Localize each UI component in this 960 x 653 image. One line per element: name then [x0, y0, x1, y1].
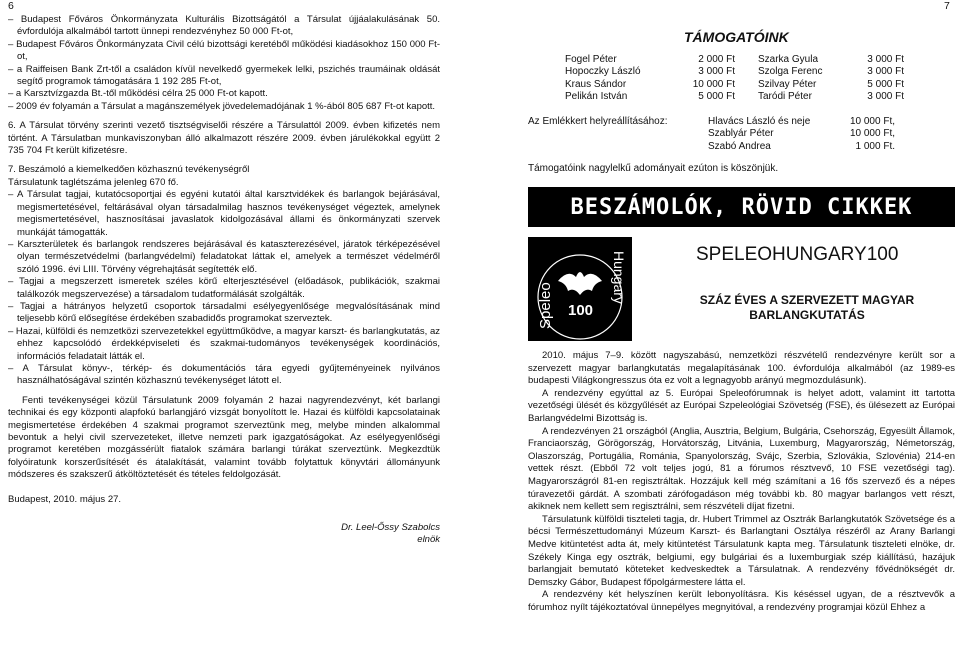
supporter-name: Szolga Ferenc — [758, 66, 823, 78]
donor-amount: 1 000 Ft. — [855, 140, 895, 152]
page-number: 7 — [944, 0, 950, 12]
supporter-name: Pelikán István — [565, 90, 628, 102]
supporters-table — [565, 54, 904, 103]
emlekkert-label: Az Emlékkert helyreállításához: — [528, 116, 668, 127]
signature — [8, 522, 440, 545]
table-row — [528, 116, 895, 128]
supporters-title: TÁMOGATÓINK — [684, 29, 789, 45]
donor-name: Hlavács László és neje — [708, 116, 811, 127]
bullet-item: – A Társulat tagjai, kutatócsoportjai és egyéni kutatói által karsztvidékek és barlangok bejárásával, megismertetésével, feltárásával olyan társadalmilag hasznos tevékenységet végeztek, amelynek megismertetésével, hasznosításai javaslatok kidolgozásával állami és önkormányzati szervek munkáját támogatták. — [8, 189, 440, 238]
emlekkert-table — [528, 116, 895, 153]
donor-amount: 10 000 Ft, — [849, 128, 895, 140]
supporter-amount: 3 000 Ft — [867, 54, 904, 65]
bullet-item: – a Raiffeisen Bank Zrt-től a családon kívül nevelkedő gyermekek lelki, pszichés traumáinak oldását segítő programok támogatására 1 192 285 Ft-ot, — [8, 63, 440, 88]
section-7-heading: 7. Beszámoló a kiemelkedően közhasznú tevékenységről — [8, 164, 250, 176]
logo-number: 100 — [568, 302, 594, 319]
table-row — [565, 91, 904, 103]
supporter-name: Szarka Gyula — [758, 54, 819, 65]
supporter-amount: 3 000 Ft — [867, 66, 904, 78]
article-paragraph: A rendezvényen 21 országból (Anglia, Ausztria, Belgium, Bulgária, Csehország, Egyesült Államok, Franciaország, Görögország, Horvátország, Litvánia, Luxemburg, Magyarország, Németország, Olaszország, Portugália, Románia, Spanyolország, Svájc, Szerbia, Szlovákia, Szlovénia) 214-en vettek részt. (Ebből 72 volt teljes jogú, 81 a fórumos résztvevő, 10 FSE vezetőségi tag). Magyarországról 81-en regisztráltak. Hozzájuk kell még számítani a 16 fős szervező és a népes túravezetői gárdát. A szombati zárófogadáson még további kb. 80 magyar barlangos vett részt, akiknek nem kellett sem regisztrálni, sem részvételi díjat fizetni. — [528, 425, 955, 513]
bullet-item: – Tagjai a hátrányos helyzetű csoportok társadalmi esélyegyenlősége megvalósításának mind teljesebb körű elősegítése érdekében szabadidős programokat szerveztek. — [8, 300, 440, 325]
section-banner: BESZÁMOLÓK, RÖVID CIKKEK — [528, 187, 955, 227]
supporter-amount: 10 000 Ft — [692, 78, 735, 90]
bullet-item: – Karszterületek és barlangok rendszeres bejárásával és kataszterezésével, járatok térképezésével olyan természetvédelmi (barlangvédelmi) feladatokat láttak el, amelyek a természet védelméről szóló 1996. évi LIII. Törvény végrehajtását segítették elő. — [8, 238, 440, 275]
supporter-amount: 5 000 Ft — [698, 90, 735, 102]
bullet-item: – A Társulat könyv-, térkép- és dokumentációs tára egyedi gyűjteményeinek nyilvános használhatóságával szintén közhasznú tevékenységet látott el. — [8, 362, 440, 387]
membership-count: Társulatunk taglétszáma jelenleg 670 fő. — [8, 176, 179, 188]
supporter-name: Szilvay Péter — [758, 78, 817, 90]
supporter-amount: 5 000 Ft — [867, 78, 904, 90]
thanks-text: Támogatóink nagylelkű adományait ezúton is köszönjük. — [528, 163, 779, 174]
supporter-name: Hopoczky László — [565, 66, 641, 78]
closing-paragraph: Fenti tevékenységei közül Társulatunk 2009 folyamán 2 hazai nagyrendezvényt, két barlangi technikai és egy központi alapfokú barlangjáró vizsgát bonyolított le. Hazai és külföldi kapcsolatainak megismertetése érdekében 4 szakmai programot szerveztünk meg, melybe minden alkalommal bevontuk a helyi civil szervezeteket, illetve nemzeti park igazgatóságokat. Az esélyegyenlőségi programot keretében mozgássérült fiatalok számára barlangi túrákat szerveztünk. Megkezdtük folyóiratunk korszerűsítését és átalakítását, valamint tovább folytattuk könyvtári állományunk módszeres és szakszerű átköltöztetését és tételes feldolgozását. — [8, 394, 440, 481]
supporter-amount: 3 000 Ft — [698, 66, 735, 78]
supporter-name: Kraus Sándor — [565, 78, 627, 90]
left-text — [8, 14, 440, 545]
article-paragraph: 2010. május 7–9. között nagyszabású, nemzetközi részvételű rendezvényre került sor a szervezett magyar barlangkutatás megalapításának 100. évfordulója alkalmából (az 1989-es budapesti Világkongresszus óta ez volt a legnagyobb arányú megmozdulásunk). — [528, 350, 955, 387]
section-6-paragraph: 6. A Társulat törvény szerinti vezető tisztségviselői részére a Társulattól 2009. évben kifizetés nem történt. A Társulatban munkaviszonyban álló alkalmazott részére 2009. évben járulékokkal együtt 2 735 704 Ft került kifizetésre. — [8, 120, 440, 157]
supporter-name: Taródi Péter — [758, 90, 812, 102]
table-row — [528, 141, 895, 153]
article-body — [528, 350, 955, 614]
table-row — [565, 66, 904, 78]
supporter-name: Fogel Péter — [565, 54, 617, 65]
donor-name: Szabó Andrea — [708, 140, 771, 152]
article-subtitle: SZÁZ ÉVES A SZERVEZETT MAGYAR BARLANGKUTATÁS — [699, 293, 915, 322]
signature-title: elnök — [417, 533, 440, 545]
bullet-item: – Budapest Főváros Önkormányzata Civil célú bizottsági keretéből működési kiadásokhoz 150 000 Ft-ot, — [8, 38, 440, 63]
bullet-item: – 2009 év folyamán a Társulat a magánszemélyek jövedelemadójának 1 %-ából 805 687 Ft-ot kapott. — [8, 100, 436, 112]
table-row — [565, 54, 904, 66]
article-paragraph: Társulatunk külföldi tiszteleti tagja, dr. Hubert Trimmel az Osztrák Barlangkutatók Szövetsége és a bécsi Természettudományi Múzeum Karszt- és Barlangtani Osztálya részéről az Arany Barlangi Medve kitüntetést adta át, mely kitüntetést Társulatunk kapta meg. Társulatunk tiszteleti elnöke, dr. Székely Kinga egy osztrák, belgiumi, egy bulgáriai és a luxemburgiak szép kiállítású, hazájuk barlangjait bemutató köteteket kedveskedtek a Társulatnak. A rendezvény fővédnökségét dr. Demszky Gábor, Budapest főpolgármestere látta el. — [528, 513, 955, 588]
bullet-item: – Tagjai a megszerzett ismeretek széles körű elterjesztésével (előadások, publikációk, szakmai találkozók megszervezése) a társadalom tudatformálását szolgálták. — [8, 276, 440, 300]
bullet-item: – Hazai, külföldi és nemzetközi szervezetekkel együttműködve, a magyar karszt- és barlangkutatás, az ehhez kapcsolódó érdekképviseleti és szakmai-tudományos tevékenységek koordinációs, információs feladatait látták el. — [8, 325, 440, 362]
article-title: SPELEOHUNGARY100 — [696, 244, 899, 265]
table-row — [528, 128, 895, 140]
bullet-item: – a Karsztvízgazda Bt.-től működési célra 25 000 Ft-ot kapott. — [8, 88, 268, 100]
donor-name: Szablyár Péter — [708, 128, 774, 140]
donor-amount: 10 000 Ft, — [849, 116, 895, 127]
logo-text-right: Hungary — [611, 251, 627, 304]
article-paragraph: A rendezvény két helyszínen került lebonyolításra. Kis késéssel ugyan, de a résztvevők a fórumhoz nyílt tájékoztatóval ünnepélyes megnyitóval, a rendezvény programjai közül Ehhez a — [528, 589, 955, 613]
speleohungary-logo — [528, 237, 632, 341]
supporter-amount: 3 000 Ft — [867, 90, 904, 102]
article-paragraph: A rendezvény egyúttal az 5. Európai Speleofórumnak is helyet adott, valamint itt tartotta vezetőségi ülését és közgyűlését az Európai Szpeleológiai Szövetség (FSE), és ülésezett az Európai Barlangvédelmi Bizottság is. — [528, 387, 955, 424]
place-date: Budapest, 2010. május 27. — [8, 493, 122, 505]
page-number: 6 — [8, 0, 14, 12]
table-row — [565, 79, 904, 91]
bullet-item: – Budapest Főváros Önkormányzata Kulturális Bizottságától a Társulat újjáalakulásának 50. évfordulója alkalmából tartott ünnepi rendezvényhez 50 000 Ft-ot, — [8, 14, 440, 38]
logo-text-left: Speleo — [537, 282, 554, 329]
supporter-amount: 2 000 Ft — [698, 54, 735, 65]
signature-name: Dr. Leel-Őssy Szabolcs — [341, 522, 440, 534]
